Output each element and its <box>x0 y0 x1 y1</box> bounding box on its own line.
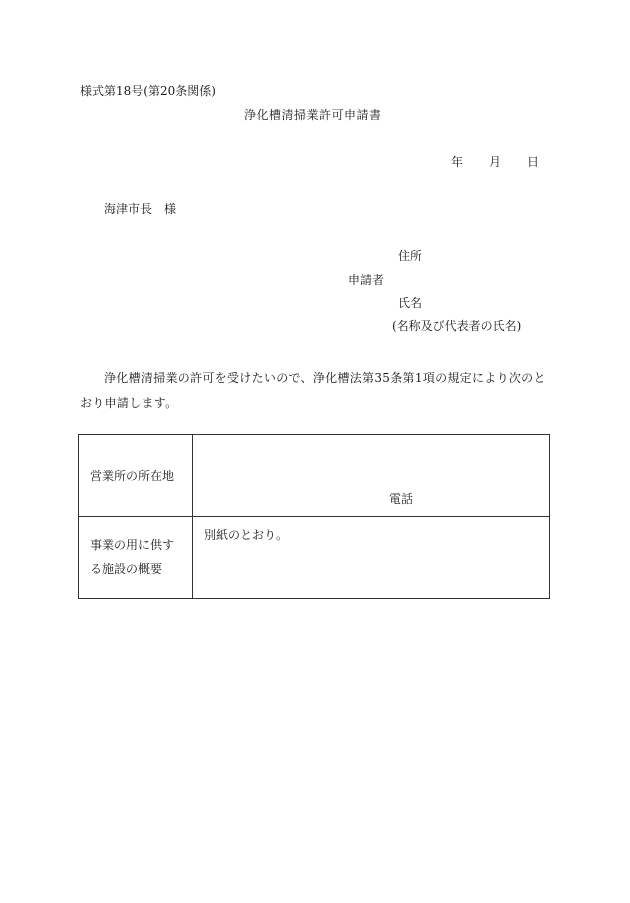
body-text-line-1: 浄化槽清掃業の許可を受けたいので、浄化槽法第35条第1項の規定により次のと <box>104 371 546 385</box>
office-location-label: 営業所の所在地 <box>90 469 175 483</box>
date-year-label: 年 <box>451 155 464 169</box>
applicant-address-label: 住所 <box>398 249 423 263</box>
office-location-label-cell <box>79 435 193 517</box>
addressee: 海津市長 様 <box>104 202 177 216</box>
table-row-office-location <box>79 435 550 517</box>
facilities-label-line-1: 事業の用に供す <box>90 538 175 552</box>
applicant-name-label: 氏名 <box>398 296 423 310</box>
table-row-facilities <box>79 517 550 599</box>
date-day-label: 日 <box>527 155 540 169</box>
office-location-value-cell <box>193 435 550 517</box>
applicant-name-note: (名称及び代表者の氏名) <box>392 319 522 333</box>
phone-label: 電話 <box>389 492 414 506</box>
facilities-value: 別紙のとおり。 <box>204 528 289 542</box>
document-title: 浄化槽清掃業許可申請書 <box>244 108 382 122</box>
date-month-label: 月 <box>489 155 502 169</box>
applicant-label: 申請者 <box>348 273 385 287</box>
facilities-label-line-2: る施設の概要 <box>90 562 163 576</box>
facilities-value-cell <box>193 517 550 599</box>
facilities-label-cell <box>79 517 193 599</box>
application-table <box>78 434 550 599</box>
form-number: 様式第18号(第20条関係) <box>80 84 216 98</box>
body-text-line-2: おり申請します。 <box>80 396 178 410</box>
